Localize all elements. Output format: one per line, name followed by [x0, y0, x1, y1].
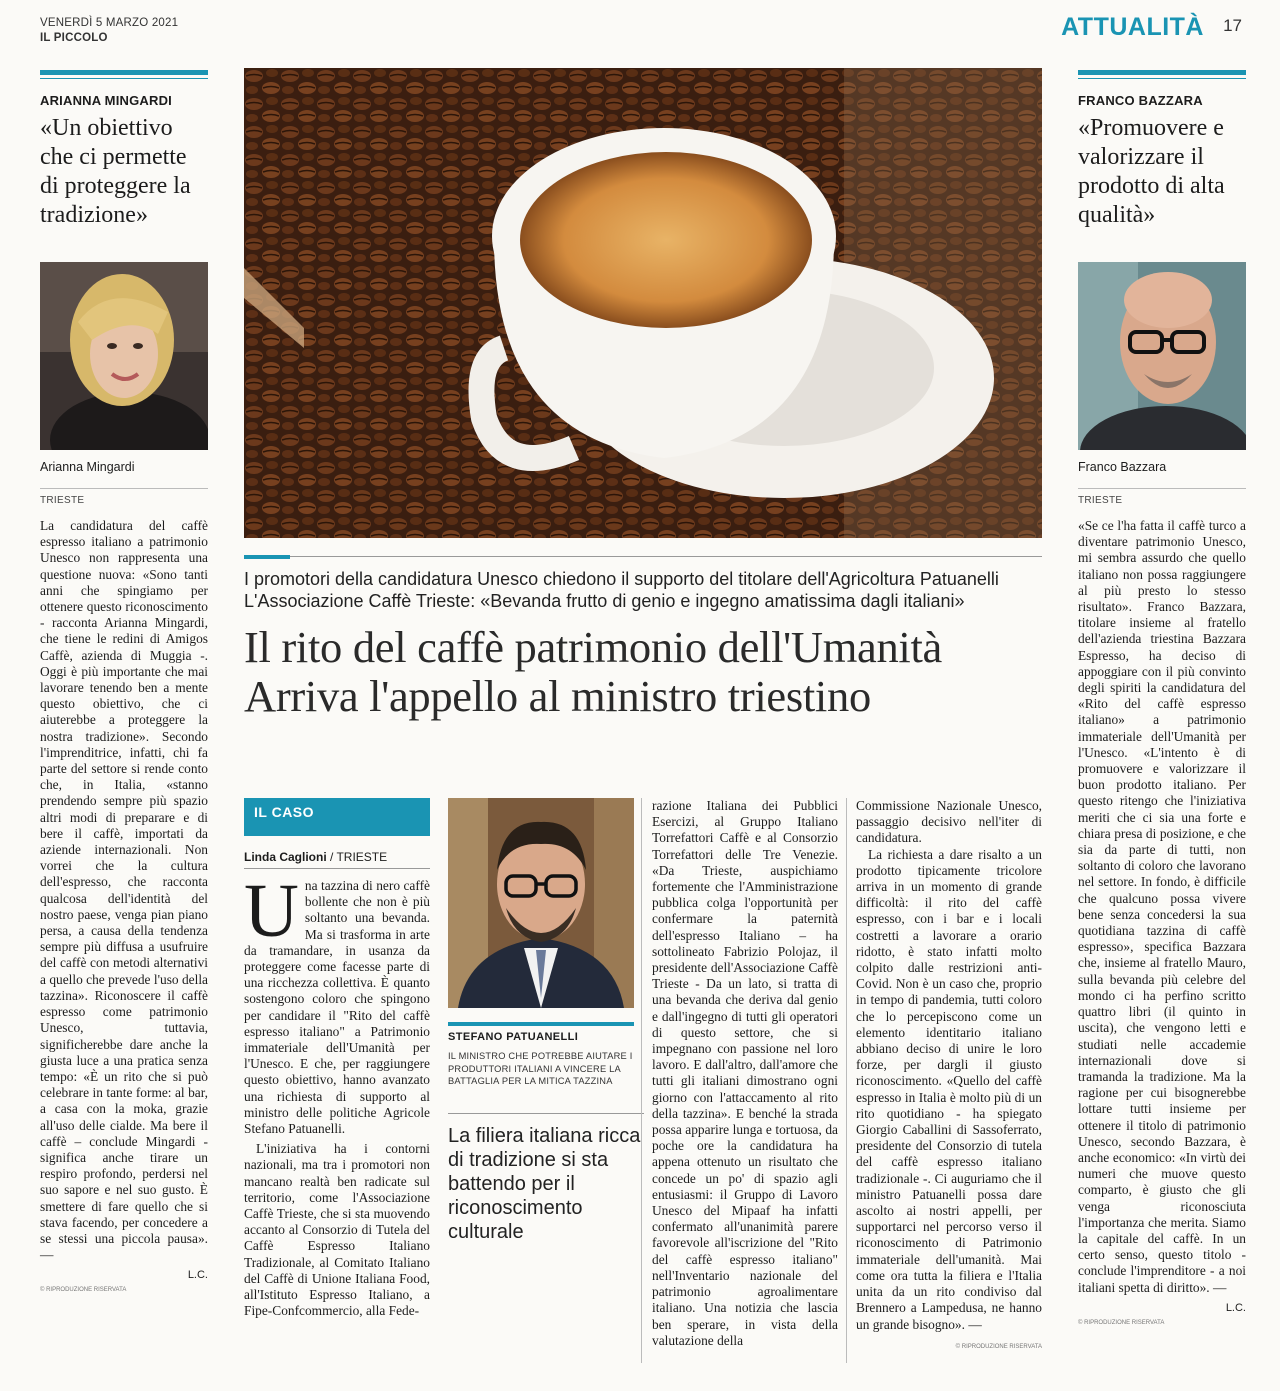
- sidebar-byline: FRANCO BAZZARA: [1078, 93, 1203, 108]
- left-sidebar-article: [40, 70, 208, 230]
- right-sidebar-article: [1078, 70, 1246, 230]
- portrait-photo-bazzara: [1078, 262, 1246, 450]
- sidebar-quote: «Un obiettivo che ci permette di proteggere la tradizione»: [40, 115, 191, 228]
- accent-bar: [1078, 70, 1246, 75]
- kicker: I promotori della candidatura Unesco chiedono il supporto del titolare dell'Agricoltura Patuanelli L'Associazione Caffè Trieste: «Bevanda frutto di genio e ingegno amatissima dagli italiani»: [244, 569, 999, 611]
- pull-quote: La filiera italiana ricca di tradizione si sta battendo per il riconoscimento culturale: [448, 1113, 644, 1244]
- copyright-note: © RIPRODUZIONE RISERVATA: [955, 1343, 1042, 1350]
- signature: L.C.: [187, 1269, 208, 1282]
- sidebar-byline: ARIANNA MINGARDI: [40, 93, 172, 108]
- copyright-note: © RIPRODUZIONE RISERVATA: [1078, 1319, 1165, 1326]
- newspaper-name: IL PICCOLO: [40, 32, 108, 44]
- photo-caption: Franco Bazzara: [1078, 460, 1167, 474]
- photo-caption-name: STEFANO PATUANELLI: [448, 1022, 634, 1043]
- author-line: Linda Caglioni / TRIESTE: [244, 850, 430, 869]
- accent-bar: [244, 555, 290, 559]
- page-number: 17: [1223, 16, 1242, 35]
- portrait-illustration: [448, 798, 634, 1008]
- headline: Il rito del caffè patrimonio dell'Umanità Arriva l'appello al ministro triestino: [244, 622, 943, 721]
- hero-photo-espresso-cup: [244, 68, 1042, 538]
- dateline: TRIESTE: [1078, 488, 1246, 506]
- portrait-photo-mingardi: [40, 262, 208, 450]
- sidebar-body: La candidatura del caffè espresso italiano a patrimonio Unesco non rappresenta una questione nuova: «Sono tanti anni che spingiamo per ottenere questo riconoscimento - racconta Arianna Mingardi, che tiene le redini di Amigos Caffè, azienda di Muggia -. Oggi è più importante che mai lavorare tenendo ben a mente questo obiettivo, che ci aiuterebbe a proteggere la nostra tradizione». Secondo l'imprenditrice, infatti, chi fa parte del settore si rende conto che, in Italia, «stanno prendendo sempre più spazio altri modi di preparare e di bere il caffè, importati da aziende internazionali. Non vorrei che la cultura dell'espresso, che racconta qualcosa dell'identità del nostro paese, venga pian piano persa, a causa della tendenza sempre più diffusa a usufruire del caffè con metodi alternativi a quello che prevede l'uso della tazzina». Riconoscere il caffè espresso come patrimonio Unesco, tuttavia, significherebbe dare anche la giusta luce a una pratica senza tempo: «È un rito che si può celebrare in tante forme: al bar, a casa con la moka, grazie all'uso delle cialde. Ma bere il caffè – conclude Mingardi - significa anche tirare un respiro profondo, perdersi nel suo sapore e nel suo gusto. È smettere di fare quello che si stava facendo, per concedere a se stessi una piccola pausa». —: [40, 518, 208, 1263]
- section-title: ATTUALITÀ: [1061, 13, 1204, 41]
- photo-caption: Arianna Mingardi: [40, 460, 135, 474]
- issue-date: VENERDÌ 5 MARZO 2021 IL PICCOLO: [40, 17, 179, 44]
- dateline: TRIESTE: [40, 488, 208, 506]
- portrait-photo-patuanelli: [448, 798, 634, 1008]
- article-column-3: razione Italiana dei Pubblici Esercizi, al Gruppo Italiano Torrefattori Caffè e al Consorzio Torrefattori delle Tre Venezie. «Da Trieste, auspichiamo fortemente che l'Amministrazione pubblica colga l'opportunità per confermare la paternità dell'espresso Italiano – ha sottolineato Fabrizio Polojaz, il presidente dell'Associazione Caffè Trieste - Da un lato, si tratta di una bevanda che deriva dal genio e dall'ingegno di tutti gli operatori di questo settore, che si impegnano con passione nel loro lavoro. E dall'altro, dall'amore che tutti gli italiani dimostrano ogni giorno con l'attaccamento al rito della tazzina». E benché la strada possa apparire lunga e tortuosa, da poche ore la candidatura ha appena ottenuto un risultato che concede un po' di spazio agli entusiasmi: il Gruppo di Lavoro Unesco del Mipaaf ha infatti confermato all'unanimità parere favorevole all'iscrizione del "Rito del caffè espresso italiano" nell'Inventario nazionale del patrimonio agroalimentare italiano. Una notizia che lascia ben sperare, in vista della valutazione della: [652, 798, 838, 1348]
- copyright-note: © RIPRODUZIONE RISERVATA: [40, 1287, 127, 1294]
- portrait-illustration: [40, 262, 208, 450]
- photo-caption: IL MINISTRO CHE POTREBBE AIUTARE I PRODUTTORI ITALIANI A VINCERE LA BATTAGLIA PER LA MITICA TAZZINA: [448, 1051, 633, 1086]
- il-caso-tag: IL CASO: [244, 798, 430, 836]
- article-column-1: Una tazzina di nero caffè bollente che non è più soltanto una bevanda. Ma si trasforma in arte da tramandare, in usanza da proteggere come facesse parte di una ricchezza collettiva. È quanto sostengono coloro che spingono per candidare il "Rito del caffè espresso italiano" a Patrimonio immateriale dell'Umanità per l'Unesco. E che, per raggiungere questo obiettivo, hanno avanzato una richiesta di supporto al ministro delle politiche Agricole Stefano Patuanelli. L'iniziativa ha i contorni nazionali, ma tra i promotori non mancano realtà ben radicate sul territorio, come l'Associazione Caffè Trieste, che si sta muovendo accanto al Consorzio di Tutela del Caffè Espresso Italiano Tradizionale, al Comitato Italiano del Caffè di Unione Italiana Food, all'Istituto Espresso Italiano, a Fipe-Confcommercio, alla Fede-: [244, 869, 430, 1319]
- sidebar-quote: «Promuovere e valorizzare il prodotto di alta qualità»: [1078, 115, 1225, 228]
- espresso-illustration: [244, 68, 1042, 538]
- signature: L.C.: [1225, 1301, 1246, 1314]
- sidebar-body: «Se ce l'ha fatta il caffè turco a diventare patrimonio Unesco, mi sembra assurdo che quello italiano non possa raggiungere al più presto lo stesso risultato». Franco Bazzara, titolare insieme al fratello dell'azienda triestina Bazzara Espresso, ha deciso di appoggiare con il più convinto degli spiriti la candidatura del «Rito del caffè espresso italiano» a patrimonio immateriale dell'Umanità per l'Unesco. «L'intento è di promuovere e valorizzare il buon prodotto italiano. Per questo ritengo che l'iniziativa meriti che ci sia una forte e chiara presa di posizione, e che sia da parte di tutti, non soltanto di coloro che lavorano nel settore. In fondo, è difficile che qualcuno possa vivere bene senza concedersi la sua quotidiana tazzina di caffè espresso», specifica Bazzara che, insieme al fratello Mauro, sulla bevanda più celebre del mondo ci ha perfino scritto quattro libri (il quinto in uscita), che vengono letti e studiati nelle accademie internazionali dove si tramanda la tradizione. Ma la ragione per cui bisognerebbe lottare tutti insieme per ottenere il titolo di patrimonio Unesco, secondo Bazzara, è anche economico: «In virtù dei numeri che muove questo comparto, è giusto che gli venga riconosciuta l'importanza che merita. Siamo la capitale del caffè. In un certo senso, questo titolo - conclude l'imprenditore - a noi italiani spetta di diritto». —: [1078, 518, 1246, 1295]
- accent-bar: [40, 70, 208, 75]
- drop-cap: U: [244, 869, 299, 953]
- article-column-4: Commissione Nazionale Unesco, passaggio decisivo nell'iter di candidatura. La richiesta a dare risalto a un prodotto tipicamente tricolore arriva in un momento di grande difficoltà: il rito del caffè espresso, con i bar e i locali costretti a lavorare a orario ridotto, è stato infatti molto colpito dalle restrizioni anti-Covid. Non è un caso che, proprio in tempo di pandemia, tutti coloro che lo percepiscono come un elemento identitario italiano abbiano deciso di unire le loro forze, per dargli il giusto riconoscimento. «Quello del caffè espresso in Italia è molto più di un rito quotidiano - ha spiegato Giorgio Caballini di Sassoferrato, presidente del Consorzio di tutela del caffè espresso italiano tradizionale -. Ci auguriamo che il ministro Patuanelli possa dare ascolto ai nostri appelli, per supportarci nel percorso verso il riconoscimento di Patrimonio immateriale dell'umanità. Mai come ora tutta la filiera e l'Italia unita da un rito condiviso dal Brennero a Lampedusa, ne hanno un grande bisogno». — © RIPRODUZIONE RISERVATA: [856, 798, 1042, 1355]
- portrait-illustration: [1078, 262, 1246, 450]
